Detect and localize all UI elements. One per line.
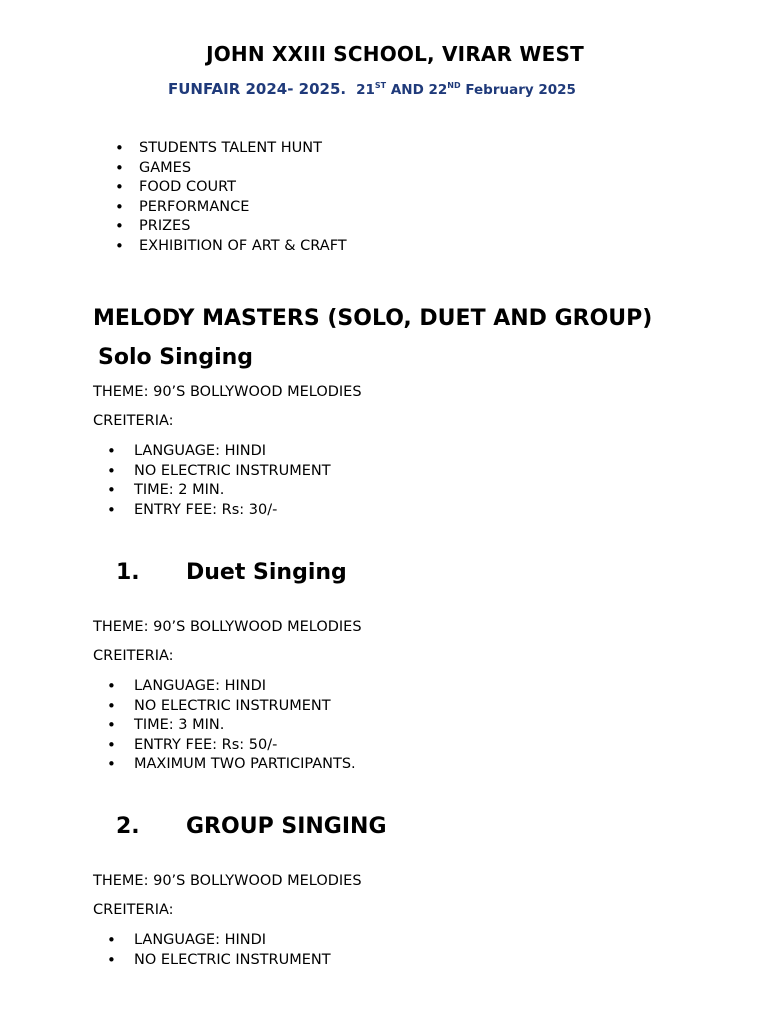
list-item: • PERFORMANCE bbox=[139, 198, 347, 218]
day1: 21 bbox=[356, 82, 375, 98]
list-item: • NO ELECTRIC INSTRUMENT bbox=[134, 951, 331, 971]
list-item: • TIME: 2 MIN. bbox=[134, 481, 331, 501]
month-year: February 2025 bbox=[460, 82, 576, 98]
list-item: • NO ELECTRIC INSTRUMENT bbox=[134, 462, 331, 482]
document-title: JOHN XXIII SCHOOL, VIRAR WEST bbox=[206, 42, 584, 66]
solo-criteria-list bbox=[134, 442, 331, 520]
list-item: • NO ELECTRIC INSTRUMENT bbox=[134, 697, 356, 717]
group-number: 2. bbox=[116, 814, 140, 839]
list-item: • STUDENTS TALENT HUNT bbox=[139, 139, 347, 159]
duet-title: Duet Singing bbox=[186, 560, 347, 585]
day2-suffix: ND bbox=[447, 81, 461, 90]
day1-suffix: ST bbox=[374, 81, 387, 90]
duet-heading bbox=[116, 560, 347, 585]
solo-theme: THEME: 90’S BOLLYWOOD MELODIES bbox=[93, 384, 362, 400]
funfair-label: FUNFAIR 2024- 2025. bbox=[168, 80, 347, 98]
melody-masters-heading: MELODY MASTERS (SOLO, DUET AND GROUP) bbox=[93, 306, 653, 331]
list-item: • LANGUAGE: HINDI bbox=[134, 677, 356, 697]
list-item: • LANGUAGE: HINDI bbox=[134, 931, 331, 951]
solo-heading: Solo Singing bbox=[98, 345, 254, 370]
event-dates bbox=[356, 82, 576, 98]
list-item: • ENTRY FEE: Rs: 50/- bbox=[134, 736, 356, 756]
duet-criteria-label: CREITERIA: bbox=[93, 648, 174, 664]
list-item: • MAXIMUM TWO PARTICIPANTS. bbox=[134, 755, 356, 775]
duet-theme: THEME: 90’S BOLLYWOOD MELODIES bbox=[93, 619, 362, 635]
list-item: • PRIZES bbox=[139, 217, 347, 237]
list-item: • LANGUAGE: HINDI bbox=[134, 442, 331, 462]
list-item: • EXHIBITION OF ART & CRAFT bbox=[139, 237, 347, 257]
list-item: • TIME: 3 MIN. bbox=[134, 716, 356, 736]
duet-number: 1. bbox=[116, 560, 140, 585]
solo-criteria-label: CREITERIA: bbox=[93, 413, 174, 429]
list-item: • FOOD COURT bbox=[139, 178, 347, 198]
event-subtitle bbox=[168, 80, 576, 98]
group-heading bbox=[116, 814, 387, 839]
list-item: • GAMES bbox=[139, 159, 347, 179]
group-criteria-list bbox=[134, 931, 331, 970]
group-criteria-label: CREITERIA: bbox=[93, 902, 174, 918]
and-day2: AND 22 bbox=[386, 82, 448, 98]
list-item: • ENTRY FEE: Rs: 30/- bbox=[134, 501, 331, 521]
group-title: GROUP SINGING bbox=[186, 814, 387, 839]
duet-criteria-list bbox=[134, 677, 356, 775]
highlights-list bbox=[139, 139, 347, 257]
group-theme: THEME: 90’S BOLLYWOOD MELODIES bbox=[93, 873, 362, 889]
